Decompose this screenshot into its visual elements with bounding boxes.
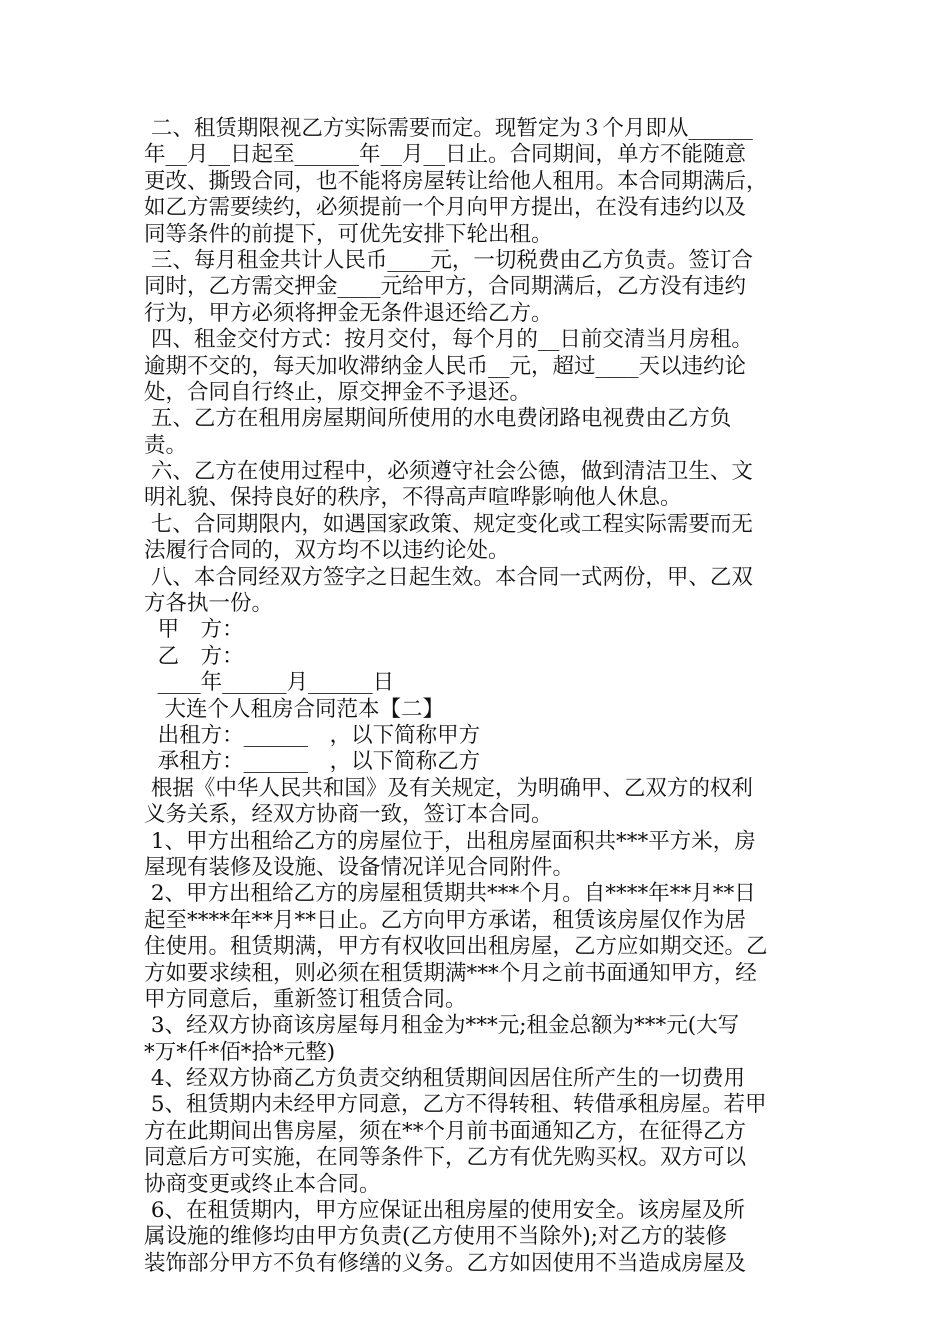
text-line: 更改、撕毁合同，也不能将房屋转让给他人租用。本合同期满后， [144, 168, 768, 194]
text-line: 起至****年**月**日止。乙方向甲方承诺，租赁该房屋仅作为居 [144, 907, 747, 933]
text-line: 甲方同意后，重新签订租赁合同。 [144, 986, 467, 1012]
text-line: 二、租赁期限视乙方实际需要而定。现暂定为３个月即从______ [144, 116, 753, 141]
text-line: 3、经双方协商该房屋每月租金为***元;租金总额为***元(大写 [144, 1013, 740, 1039]
text-line: 5、租赁期内未经甲方同意，乙方不得转租、转借承租房屋。若甲 [144, 1092, 767, 1118]
party-b-signature-line: 乙 方： [144, 643, 244, 669]
text-line: 年__月__日起至______年__月__日止。合同期间，单方不能随意 [144, 142, 747, 168]
text-line: 七、合同期限内，如遇国家政策、规定变化或工程实际需要而无 [144, 511, 753, 537]
text-line: 六、乙方在使用过程中，必须遵守社会公德，做到清洁卫生、文 [144, 459, 753, 485]
text-line: *万*仟*佰*拾*元整) [144, 1039, 336, 1065]
text-line: 同等条件的前提下，可优先安排下轮出租。 [144, 221, 553, 247]
text-line: 逾期不交的，每天加收滞纳金人民币__元，超过____天以违约论 [144, 353, 747, 379]
text-line: 明礼貌、保持良好的秩序，不得高声喧哗影响他人休息。 [144, 485, 682, 511]
text-line: 方如要求续租，则必须在租赁期满***个月之前书面通知甲方，经 [144, 960, 757, 986]
text-line: 同意后方可实施，在同等条件下，乙方有优先购买权。双方可以 [144, 1145, 747, 1171]
text-line: 2、甲方出租给乙方的房屋租赁期共***个月。自****年**月**日 [144, 881, 756, 907]
text-line: 屋现有装修及设施、设备情况详见合同附件。 [144, 854, 575, 880]
text-line: 四、租金交付方式：按月交付，每个月的__日前交清当月房租。 [144, 327, 753, 353]
text-line: 1、甲方出租给乙方的房屋位于，出租房屋面积共***平方米，房 [144, 828, 756, 854]
signature-date-line: ____年______月______日 [144, 670, 395, 696]
text-line: 同时，乙方需交押金____元给甲方，合同期满后，乙方没有违约 [144, 274, 747, 300]
text-line: 住使用。租赁期满，甲方有权收回出租房屋，乙方应如期交还。乙 [144, 934, 768, 960]
text-line: 行为，甲方必须将押金无条件退还给乙方。 [144, 300, 553, 326]
text-line: 义务关系，经双方协商一致，签订本合同。 [144, 802, 553, 828]
text-line: 五、乙方在租用房屋期间所使用的水电费闭路电视费由乙方负 [144, 406, 732, 432]
party-a-signature-line: 甲 方： [144, 617, 244, 643]
text-line: 三、每月租金共计人民币____元，一切税费由乙方负责。签订合 [144, 247, 753, 273]
text-line: 法履行合同的，双方均不以违约论处。 [144, 538, 510, 564]
text-line: 方在此期间出售房屋，须在**个月前书面通知乙方，在征得乙方 [144, 1118, 747, 1144]
text-line: 协商变更或终止本合同。 [144, 1171, 381, 1197]
text-line: 4、经双方协商乙方负责交纳租赁期间因居住所产生的一切费用 [144, 1066, 746, 1092]
text-line: 处，合同自行终止，原交押金不予退还。 [144, 379, 532, 405]
section-heading: 大连个人租房合同范本【二】 [144, 696, 445, 722]
text-line: 方各执一份。 [144, 591, 274, 617]
text-line: 八、本合同经双方签字之日起生效。本合同一式两份，甲、乙双 [144, 564, 753, 590]
text-line: 责。 [144, 432, 188, 458]
text-line: 如乙方需要续约，必须提前一个月向甲方提出，在没有违约以及 [144, 195, 747, 221]
lessor-line: 出租方：______ ，以下简称甲方 [144, 722, 481, 748]
text-line: 6、在租赁期内，甲方应保证出租房屋的使用安全。该房屋及所 [144, 1198, 746, 1224]
text-line: 装饰部分甲方不负有修缮的义务。乙方如因使用不当造成房屋及 [144, 1250, 747, 1276]
text-line: 属设施的维修均由甲方负责(乙方使用不当除外);对乙方的装修 [144, 1224, 728, 1250]
lessee-line: 承租方：______ ，以下简称乙方 [144, 749, 481, 775]
text-line: 根据《中华人民共和国》及有关规定，为明确甲、乙双方的权利 [144, 775, 753, 801]
contract-text-body [144, 116, 812, 1277]
